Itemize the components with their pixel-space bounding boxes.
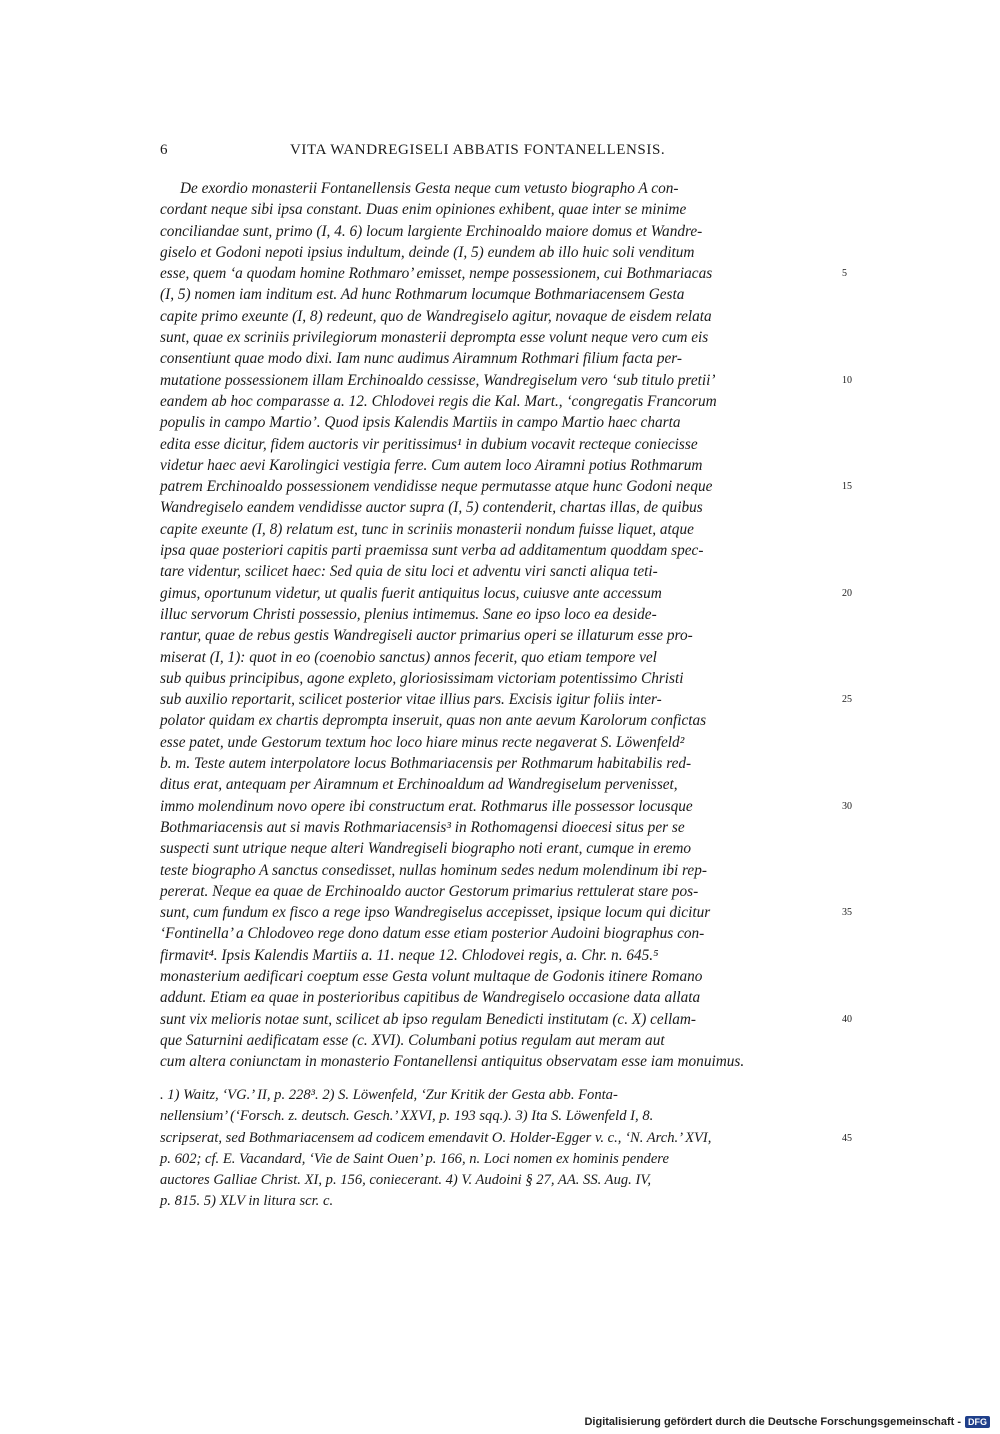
text-line bbox=[160, 987, 836, 1008]
text-line bbox=[160, 945, 836, 966]
text-line-text: que Saturnini aedificatam esse (c. XVI). Columbani potius regulam aut meram aut bbox=[160, 1031, 665, 1049]
text-line-text: patrem Erchinoaldo possessionem vendidisse neque permutasse atque hunc Godoni neque bbox=[160, 478, 713, 496]
running-title: VITA WANDREGISELI ABBATIS FONTANELLENSIS. bbox=[290, 142, 666, 158]
text-line bbox=[160, 540, 836, 561]
text-line-text: edita esse dicitur, fidem auctoris vir peritissimus¹ in dubium vocavit recteque coniecisse bbox=[160, 435, 698, 453]
digitization-credit bbox=[584, 1416, 990, 1428]
text-line-text: miserat (I, 1): quot in eo (coenobio sanctus) annos fecerit, quo etiam tempore vel bbox=[160, 648, 657, 666]
text-line bbox=[160, 1009, 852, 1030]
footnote-line bbox=[160, 1128, 852, 1149]
text-line bbox=[160, 497, 836, 518]
text-line bbox=[160, 710, 836, 731]
text-line bbox=[160, 668, 836, 689]
text-line-text: Bothmariacensis aut si mavis Rothmariacensis³ in Rothomagensi dioecesi situs per se bbox=[160, 818, 685, 836]
body-text bbox=[160, 178, 852, 1072]
text-line bbox=[160, 966, 836, 987]
text-line bbox=[160, 732, 836, 753]
text-line-text: cordant neque sibi ipsa constant. Duas enim opiniones exhibent, quae inter se minime bbox=[160, 201, 687, 219]
line-number: 40 bbox=[842, 1013, 852, 1025]
text-line-text: illuc servorum Christi possessio, plenius intimemus. Sane eo ipso loco ea deside- bbox=[160, 605, 657, 623]
text-line bbox=[160, 902, 852, 923]
text-line bbox=[160, 370, 852, 391]
text-line-text: gimus, oportunum videtur, ut qualis fuerit antiquitus locus, cuiusve ante accessum bbox=[160, 584, 662, 602]
text-line bbox=[160, 476, 852, 497]
text-line bbox=[160, 753, 836, 774]
footnote-line-text: auctores Galliae Christ. XI, p. 156, coniecerant. 4) V. Audoini § 27, AA. SS. Aug. IV, bbox=[160, 1172, 652, 1189]
text-line bbox=[160, 434, 836, 455]
text-line-text: Wandregiselo eandem vendidisse auctor supra (I, 5) contenderit, chartas illas, de quibus bbox=[160, 499, 703, 517]
text-line bbox=[160, 242, 836, 263]
text-line bbox=[160, 1051, 836, 1072]
credit-text: Digitalisierung gefördert durch die Deutsche Forschungsgemeinschaft - bbox=[584, 1416, 961, 1428]
footnote-line bbox=[160, 1170, 836, 1191]
text-line bbox=[160, 1030, 836, 1051]
text-line-text: eandem ab hoc comparasse a. 12. Chlodovei regis die Kal. Mart., ‘congregatis Francorum bbox=[160, 392, 717, 410]
text-line bbox=[160, 625, 836, 646]
running-header bbox=[160, 142, 836, 166]
text-line bbox=[160, 327, 836, 348]
text-line-text: sunt, cum fundum ex fisco a rege ipso Wandregiselus accepisset, ipsique locum qui dicitur bbox=[160, 904, 711, 922]
text-line bbox=[160, 838, 836, 859]
text-line bbox=[160, 412, 836, 433]
footnote-line bbox=[160, 1085, 836, 1106]
footnotes bbox=[160, 1085, 852, 1213]
line-number: 45 bbox=[842, 1132, 852, 1144]
footnote-line bbox=[160, 1191, 836, 1212]
footnote-line-text: p. 602; cf. E. Vacandard, ‘Vie de Saint Ouen’ p. 166, n. Loci nomen ex hominis pendere bbox=[160, 1150, 669, 1167]
text-line bbox=[160, 178, 836, 199]
text-line-text: b. m. Teste autem interpolatore locus Bothmariacensis per Rothmarum habitabilis red- bbox=[160, 755, 692, 773]
text-line bbox=[160, 647, 836, 668]
text-line bbox=[160, 817, 836, 838]
text-line-text: conciliandae sunt, primo (I, 4. 6) locum largiente Erchinoaldo maiore domus et Wandre- bbox=[160, 222, 703, 240]
text-line-text: mutatione possessionem illam Erchinoaldo cessisse, Wandregiselum vero ‘sub titulo pretii’ bbox=[160, 371, 716, 389]
text-line-text: esse, quem ‘a quodam homine Rothmaro’ emisset, nempe possessionem, cui Bothmariacas bbox=[160, 265, 713, 283]
text-line-text: De exordio monasterii Fontanellensis Gesta neque cum vetusto biographo A con- bbox=[180, 180, 679, 197]
text-line-text: giselo et Godoni nepoti ipsius indultum, deinde (I, 5) eundem ab illo huic soli venditum bbox=[160, 243, 695, 261]
text-line bbox=[160, 263, 847, 284]
line-number: 25 bbox=[842, 694, 852, 706]
text-line-text: polator quidam ex chartis deprompta inseruit, quas non ante aevum Karolorum confictas bbox=[160, 712, 707, 730]
line-number: 35 bbox=[842, 907, 852, 919]
text-line bbox=[160, 348, 836, 369]
text-line-text: capite exeunte (I, 8) relatum est, tunc in scriniis monasterii nondum fuisse liquet, atque bbox=[160, 520, 694, 538]
text-line-text: ipsa quae posteriori capitis parti praemissa sunt verba ad additamentum quoddam spec- bbox=[160, 542, 704, 560]
text-line-text: pererat. Neque ea quae de Erchinoaldo auctor Gestorum primarius rettulerat stare pos- bbox=[160, 882, 699, 900]
line-number: 10 bbox=[842, 374, 852, 386]
footnote-line bbox=[160, 1149, 836, 1170]
text-line-text: capite primo exeunte (I, 8) redeunt, quo de Wandregiselo agitur, novaque de eisdem relata bbox=[160, 307, 712, 325]
line-number: 20 bbox=[842, 587, 852, 599]
text-line-text: sub auxilio reportarit, scilicet posterior vitae illius pars. Excisis igitur foliis inter- bbox=[160, 691, 662, 709]
text-line bbox=[160, 284, 836, 305]
text-line-text: suspecti sunt utrique neque alteri Wandregiseli biographo noti erant, cumque in eremo bbox=[160, 840, 692, 858]
text-line-text: (I, 5) nomen iam inditum est. Ad hunc Rothmarum locumque Bothmariacensem Gesta bbox=[160, 286, 685, 304]
text-line bbox=[160, 306, 836, 327]
text-line-text: sub quibus principibus, agone expleto, gloriosissimam victoriam potentissimo Christi bbox=[160, 669, 684, 687]
text-line-text: monasterium aedificari coeptum esse Gesta volunt multaque de Godonis itinere Romano bbox=[160, 967, 703, 985]
page-number: 6 bbox=[160, 142, 169, 158]
text-line bbox=[160, 604, 836, 625]
text-line-text: videtur haec aevi Karolingici vestigia ferre. Cum autem loco Airamni potius Rothmarum bbox=[160, 456, 703, 474]
text-line bbox=[160, 455, 836, 476]
line-number: 30 bbox=[842, 800, 852, 812]
text-line-text: ditus erat, antequam per Airamnum et Erchinoaldum ad Wandregiselum pervenisset, bbox=[160, 776, 678, 794]
text-line bbox=[160, 519, 836, 540]
text-line bbox=[160, 881, 836, 902]
footnote-line-text: nellensium’ (‘Forsch. z. deutsch. Gesch.’ XXVI, p. 193 sqq.). 3) Ita S. Löwenfeld I, 8. bbox=[160, 1108, 654, 1125]
footnote-line bbox=[160, 1106, 836, 1127]
dfg-logo: DFG bbox=[965, 1416, 990, 1428]
text-line bbox=[160, 583, 852, 604]
text-line-text: sunt, quae ex scriniis privilegiorum monasterii deprompta esse volunt neque vero cum eis bbox=[160, 329, 709, 347]
text-line-text: consentiunt quae modo dixi. Iam nunc audimus Airamnum Rothmari filium facta per- bbox=[160, 350, 683, 368]
line-number: 5 bbox=[842, 268, 847, 280]
text-line bbox=[160, 221, 836, 242]
text-line bbox=[160, 860, 836, 881]
text-line-text: immo molendinum novo opere ibi constructum erat. Rothmarus ille possessor locusque bbox=[160, 797, 693, 815]
text-line-text: populis in campo Martio’. Quod ipsis Kalendis Martiis in campo Martio haec charta bbox=[160, 414, 681, 432]
text-line-text: rantur, quae de rebus gestis Wandregiseli auctor primarius operi se illaturum esse pro- bbox=[160, 627, 693, 645]
line-number: 15 bbox=[842, 481, 852, 493]
text-line-text: ‘Fontinella’ a Chlodoveo rege dono datum esse etiam posterior Audoini biographus con- bbox=[160, 925, 705, 943]
footnote-line-text: scripserat, sed Bothmariacensem ad codicem emendavit O. Holder-Egger v. c., ‘N. Arch.’ XVI, bbox=[160, 1129, 712, 1146]
text-line bbox=[160, 796, 852, 817]
text-line-text: sunt vix melioris notae sunt, scilicet ab ipso regulam Benedicti institutam (c. X) cellam- bbox=[160, 1010, 696, 1028]
text-line-text: addunt. Etiam ea quae in posterioribus capitibus de Wandregiselo occasione data allata bbox=[160, 989, 701, 1007]
text-line-text: tare videntur, scilicet haec: Sed quia de situ loci et adventu viri sancti aliqua teti- bbox=[160, 563, 658, 581]
footnote-line-text: . 1) Waitz, ‘VG.’ II, p. 228³. 2) S. Löwenfeld, ‘Zur Kritik der Gesta abb. Fonta- bbox=[160, 1087, 618, 1103]
text-line-text: firmavit⁴. Ipsis Kalendis Martiis a. 11. neque 12. Chlodovei regis, a. Chr. n. 645.⁵ bbox=[160, 946, 659, 964]
text-line bbox=[160, 774, 836, 795]
text-line-text: teste biographo A sanctus consedisset, nullas hominum sedes nedum molendinum ibi rep- bbox=[160, 861, 707, 879]
text-line bbox=[160, 689, 852, 710]
footnote-line-text: p. 815. 5) XLV in litura scr. c. bbox=[160, 1193, 334, 1210]
text-line bbox=[160, 561, 836, 582]
text-line bbox=[160, 199, 836, 220]
text-line-text: cum altera coniunctam in monasterio Fontanellensi antiquitus observatam esse iam monuimus. bbox=[160, 1053, 745, 1071]
text-line bbox=[160, 391, 836, 412]
text-line bbox=[160, 923, 836, 944]
text-line-text: esse patet, unde Gestorum textum hoc loco hiare minus recte negaverat S. Löwenfeld² bbox=[160, 733, 685, 751]
